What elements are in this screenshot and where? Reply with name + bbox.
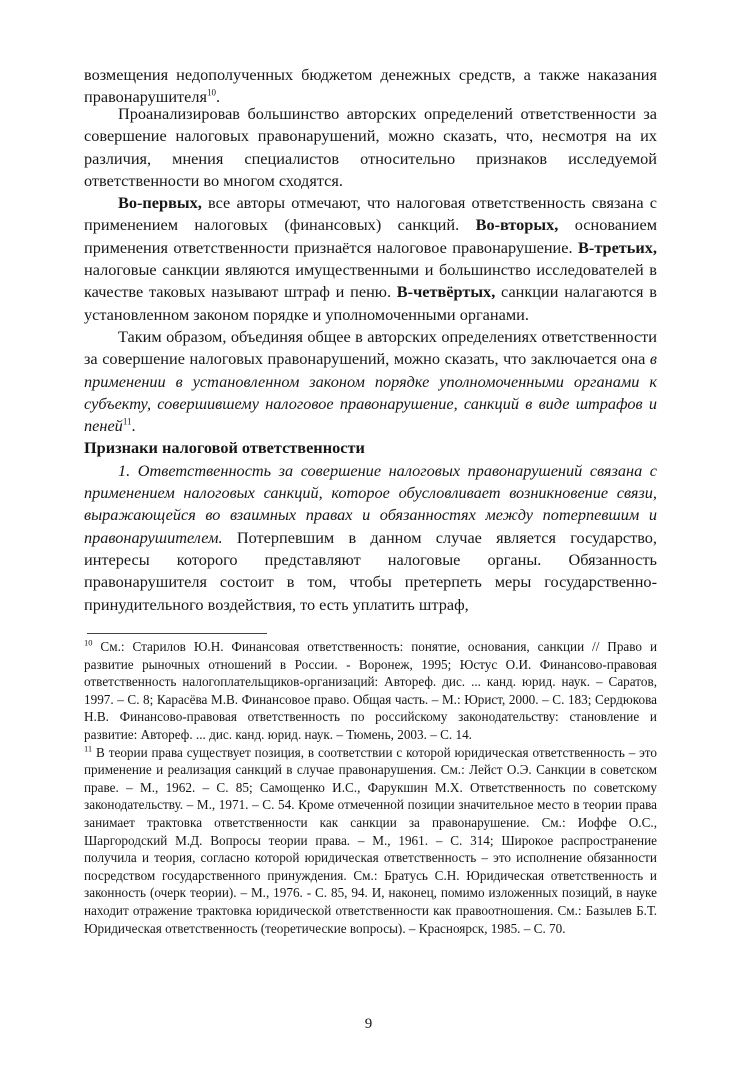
emph-fourth: В-четвёртых, bbox=[396, 282, 496, 302]
paragraph-1: Проанализировав большинство авторских определений ответственности за совершение налоговых правонарушений, можно сказать, что, несмотря на их различия, мнения специалистов относительно признаков исследуемой ответственности во многом сходятся. bbox=[84, 104, 657, 190]
footnote-text: См.: Старилов Ю.Н. Финансовая ответственность: понятие, основания, санкции // Право и развитие рыночных отношений в России. - Воронеж, 1995; Юстус О.И. Финансово-правовая ответственность налогоплательщиков-организаций: Автореф. дис. ... канд. юрид. наук. – Саратов, 1997. – С. 8; Карасёва М.В. Финансовое право. Общая часть. – М.: Юрист, 2000. – С. 183; Сердюкова Н.В. Финансово-правовая ответственность по российскому законодательству: становление и развитие: Автореф. ... дис. канд. юрид. наук. – Тюмень, 2003. – С. 14. bbox=[84, 639, 657, 742]
footnote-text: В теории права существует позиция, в соответствии с которой юридическая ответственность – это применение и реализация санкций в случае правонарушения. См.: Лейст О.Э. Санкции в советском праве. – М., 1962. – С. 85; Самощенко И.С., Фарукшин М.Х. Ответственность по советскому законодательству. – М., 1971. – С. 54. Кроме отмеченной позиции значительное место в теории права занимает трактовка ответственности как санкции за правонарушение. См.: Иоффе О.С., Шаргородский М.Д. Вопросы теории права. – М., 1961. – С. 314; Широкое распространение получила и теория, согласно которой юридическая ответственность – это исполнение обязанности посредством государственного принуждения. См.: Братусь С.Н. Юридическая ответственность и законность (очерк теории). – М., 1976. - С. 85, 94. И, наконец, помимо изложенных позиций, в науке находит отражение трактовка юридической ответственности как правоотношения. См.: Базылев Б.Т. Юридическая ответственность (теоретические вопросы). – Красноярск, 1985. – С. 70. bbox=[84, 744, 657, 936]
section-heading: Признаки налоговой ответственности bbox=[84, 438, 365, 458]
paragraph-2 bbox=[84, 192, 657, 326]
p2-text-1: все авторы отмечают, что налоговая ответственность связана с применением налоговых (финансовых) санкций. bbox=[84, 193, 657, 235]
p3-text: Таким образом, объединяя общее в авторских определениях ответственности за совершение налоговых правонарушений, можно сказать, что заключается она bbox=[84, 326, 657, 369]
p4-italic: 1. Ответственность за совершение налоговых правонарушений связана с применением налоговых санкций, которое обусловливает возникновение связи, выражающейся во взаимных правах и обязанностях между потерпевшим и правонарушителем. bbox=[84, 460, 657, 547]
footnotes bbox=[84, 638, 657, 937]
emph-first: Во-первых, bbox=[118, 193, 202, 213]
p3-definition: в применении в установленном законом порядке уполномоченными органами к субъекту, совершившему налоговое правонарушение, санкций в виде штрафов и пеней bbox=[84, 349, 657, 436]
intro-text: возмещения недополученных бюджетом денежных средств, а также наказания правонарушителя bbox=[84, 65, 657, 107]
p2-text-3: налоговые санкции являются имущественными и большинство исследователей в качестве таковых называют штраф и пеню. bbox=[84, 260, 657, 302]
p2-text-2: основанием применения ответственности признаётся налоговое правонарушение. bbox=[84, 215, 657, 257]
p4-text: Потерпевшим в данном случае является государство, интересы которого представляют налоговые органы. Обязанность правонарушителя состоит в том, чтобы претерпеть меры государственно-принудительного воздействия, то есть уплатить штраф, bbox=[84, 527, 657, 614]
footnote-ref-10: 10 bbox=[207, 87, 217, 98]
emph-third: В-третьих, bbox=[578, 237, 657, 257]
footnote-11 bbox=[84, 744, 657, 938]
page-number: 9 bbox=[364, 1016, 373, 1032]
p2-text-4: санкции налагаются в установленном законом порядке и уполномоченными органами. bbox=[84, 282, 657, 324]
paragraph-3 bbox=[84, 326, 657, 437]
footnote-number: 11 bbox=[84, 743, 93, 754]
main-text bbox=[84, 103, 657, 616]
intro-paragraph bbox=[84, 64, 657, 109]
footnote-10 bbox=[84, 638, 657, 744]
intro-block bbox=[84, 64, 657, 109]
emph-second: Во-вторых, bbox=[475, 215, 559, 235]
footnote-separator bbox=[87, 633, 267, 634]
footnote-number: 10 bbox=[84, 637, 93, 648]
p3-end: . bbox=[131, 416, 136, 436]
paragraph-4 bbox=[84, 460, 657, 616]
intro-end: . bbox=[216, 87, 221, 107]
footnote-ref-11: 11 bbox=[122, 416, 132, 427]
